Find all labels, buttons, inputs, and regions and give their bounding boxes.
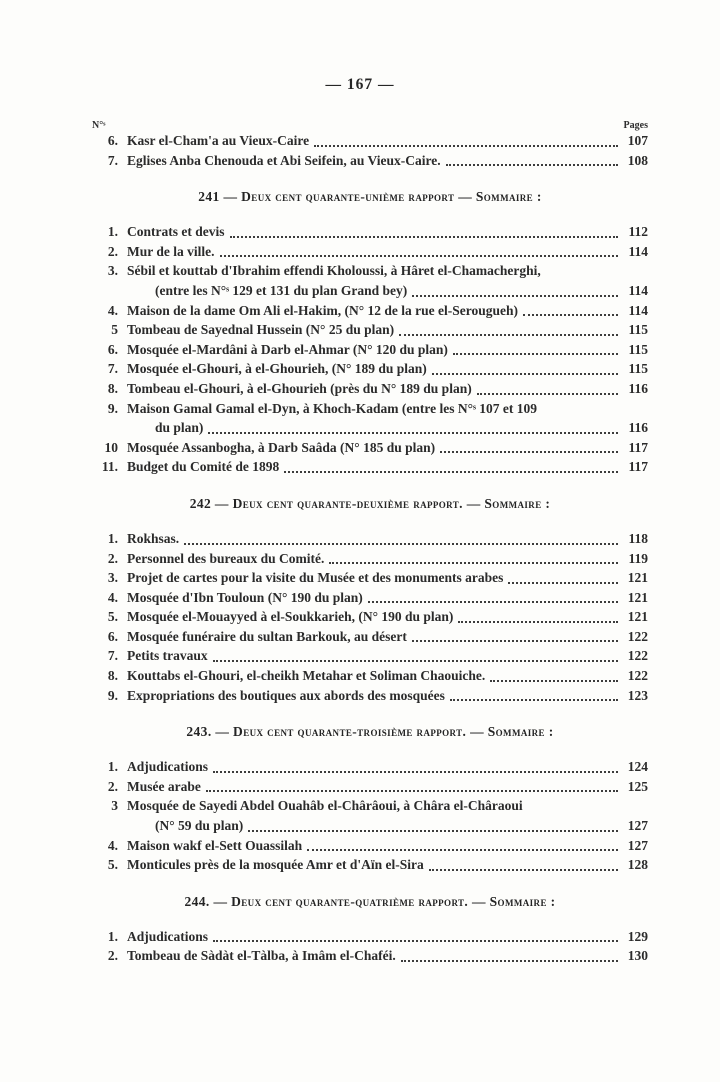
entry-body [127, 359, 648, 379]
entry-body [127, 777, 648, 797]
toc-content [92, 120, 648, 966]
entry-body [127, 549, 648, 569]
entry-text-line2: (entre les N°ˢ 129 et 131 du plan Grand bey) [155, 282, 408, 298]
entry-line [127, 666, 648, 686]
entry-body [127, 855, 648, 875]
entry-line [127, 588, 648, 608]
entry-number: 10 [104, 439, 118, 455]
entry-body [127, 757, 648, 777]
leader-dots [208, 646, 622, 666]
entry-text: Tombeau de Sàdàt el-Tàlba, à Imâm el-Chaféi. [127, 948, 396, 964]
toc-entry [92, 946, 648, 966]
entry-page: 121 [627, 609, 648, 625]
entry-number: 7. [107, 361, 118, 377]
entry-line [127, 242, 648, 262]
entry-number: 2. [107, 550, 118, 566]
entry-text: Mosquée el-Ghouri, à el-Ghourieh, (N° 189 du plan) [127, 361, 427, 377]
entry-line [127, 222, 648, 242]
toc-entry [92, 151, 648, 171]
entry-number: 5 [111, 322, 118, 338]
toc-entry [92, 379, 648, 399]
entry-line [127, 946, 648, 966]
entry-page: 117 [628, 439, 648, 455]
entry-body [127, 568, 648, 588]
entry-text: Adjudications [127, 928, 209, 944]
entry-number: 8. [107, 668, 118, 684]
toc-entry [92, 399, 648, 438]
entry-text: Petits travaux [127, 648, 208, 664]
toc-entry [92, 359, 648, 379]
toc-entry [92, 320, 648, 340]
entry-text: Projet de cartes pour la visite du Musée et des monuments arabes [127, 570, 504, 586]
entry-text: Mosquée el-Mouayyed à el-Soukkarieh, (N° 190 du plan) [127, 609, 454, 625]
entry-number: 3 [111, 798, 118, 814]
entry-line [127, 399, 648, 419]
entry-body [127, 927, 648, 947]
entry-page: 118 [628, 530, 648, 546]
entry-text: Sébil et kouttab d'Ibrahim effendi Kholoussi, à Hâret el-Chamacherghi, [127, 263, 541, 279]
toc-entry [92, 222, 648, 242]
section-heading: 243. — Deux cent quarante-troisième rapport. — Sommaire : [186, 724, 554, 740]
entry-text: Contrats et devis [127, 224, 225, 240]
entry-page: 121 [627, 589, 648, 605]
toc-entry [92, 607, 648, 627]
entry-text: Expropriations des boutiques aux abords des mosquées [127, 687, 445, 703]
toc-entry [92, 242, 648, 262]
entry-text: Kouttabs el-Ghouri, el-cheikh Metahar et Soliman Chaouiche. [127, 668, 486, 684]
leader-dots [396, 946, 622, 966]
toc-entry [92, 927, 648, 947]
entry-body [127, 438, 648, 458]
entry-text: Tombeau de Sayednal Hussein (N° 25 du plan) [127, 322, 395, 338]
leader-dots [485, 666, 622, 686]
entry-page: 116 [628, 380, 648, 396]
entry-body [127, 588, 648, 608]
leader-dots [435, 438, 622, 458]
toc-entry [92, 340, 648, 360]
entry-number: 2. [107, 778, 118, 794]
leader-dots [407, 627, 622, 647]
page-number: — 167 — [325, 76, 395, 93]
leader-dots [503, 568, 622, 588]
entry-number: 2. [107, 948, 118, 964]
entry-text: Mosquée el-Mardâni à Darb el-Ahmar (N° 120 du plan) [127, 341, 448, 357]
entry-number: 9. [107, 687, 118, 703]
entry-number: 1. [107, 224, 118, 240]
toc-section [92, 496, 648, 705]
entry-text: Mosquée de Sayedi Abdel Ouahâb el-Chârâoui, à Châra el-Châraoui [127, 798, 523, 814]
entry-number: 6. [107, 628, 118, 644]
leader-dots [407, 281, 622, 301]
entry-line [127, 836, 648, 856]
leader-dots [243, 816, 622, 836]
entry-page: 114 [628, 282, 648, 298]
entry-page: 115 [628, 322, 648, 338]
entry-text: Mosquée d'Ibn Touloun (N° 190 du plan) [127, 589, 363, 605]
entry-number: 4. [107, 302, 118, 318]
leader-dots [363, 588, 622, 608]
entry-text: Mosquée funéraire du sultan Barkouk, au désert [127, 628, 407, 644]
entry-line [127, 359, 648, 379]
entry-line [127, 457, 648, 477]
entry-line [127, 627, 648, 647]
entry-number: 4. [107, 837, 118, 853]
toc-entry [92, 301, 648, 321]
leader-dots [208, 757, 622, 777]
entry-body [127, 242, 648, 262]
entry-line [127, 320, 648, 340]
toc-entry [92, 568, 648, 588]
entry-body [127, 457, 648, 477]
entry-page: 129 [627, 928, 648, 944]
entry-body [127, 646, 648, 666]
entry-page: 116 [628, 420, 648, 436]
entry-body [127, 151, 648, 171]
leader-dots [302, 836, 622, 856]
toc-entry [92, 777, 648, 797]
entry-line-2 [127, 816, 648, 836]
toc-entry [92, 686, 648, 706]
entry-body [127, 340, 648, 360]
entry-body [127, 261, 648, 300]
entry-text: Musée arabe [127, 778, 201, 794]
toc-entry [92, 855, 648, 875]
toc-entry [92, 438, 648, 458]
entry-page: 112 [628, 224, 648, 240]
entry-body [127, 686, 648, 706]
entry-page: 119 [628, 550, 648, 566]
entry-line [127, 855, 648, 875]
entry-number: 2. [107, 243, 118, 259]
entry-body [127, 666, 648, 686]
entry-text: Maison Gamal Gamal el-Dyn, à Khoch-Kadam (entre les N°ˢ 107 et 109 [127, 400, 538, 416]
leader-dots [225, 222, 623, 242]
entry-page: 115 [628, 341, 648, 357]
toc-entry [92, 646, 648, 666]
entry-number: 1. [107, 530, 118, 546]
entry-text: Maison de la dame Om Ali el-Hakim, (N° 12 de la rue el-Serougueh) [127, 302, 519, 318]
entry-page: 130 [627, 948, 648, 964]
entry-body [127, 131, 648, 151]
entry-body [127, 222, 648, 242]
entry-line [127, 646, 648, 666]
entry-body [127, 607, 648, 627]
toc-sections [92, 131, 648, 966]
leader-dots [445, 686, 622, 706]
entry-page: 108 [627, 152, 648, 168]
entry-text: Rokhsas. [127, 530, 180, 546]
leader-dots [424, 855, 622, 875]
toc-entry [92, 627, 648, 647]
section-heading: 244. — Deux cent quarante-quatrième rapport. — Sommaire : [184, 893, 556, 909]
entry-page: 125 [627, 778, 648, 794]
entry-page: 107 [627, 133, 648, 148]
leader-dots [309, 131, 622, 151]
toc-section [92, 189, 648, 477]
entry-number: 5. [107, 609, 118, 625]
entry-number: 3. [107, 263, 118, 279]
entry-text: Maison wakf el-Sett Ouassilah [127, 837, 303, 853]
entry-line [127, 301, 648, 321]
entry-page: 115 [628, 361, 648, 377]
entry-line [127, 151, 648, 171]
entry-body [127, 379, 648, 399]
toc-entry [92, 457, 648, 477]
leader-dots [472, 379, 622, 399]
toc-entry [92, 666, 648, 686]
leader-dots [441, 151, 622, 171]
entry-body [127, 836, 648, 856]
entry-page: 127 [627, 818, 648, 834]
leader-dots [324, 549, 622, 569]
entry-number: 5. [107, 857, 118, 873]
entry-line-2 [127, 418, 648, 438]
entry-number: 3. [107, 570, 118, 586]
entry-body [127, 627, 648, 647]
leader-dots [203, 418, 622, 438]
leader-dots [179, 529, 622, 549]
numbers-column-header: N°ˢ [92, 120, 106, 131]
entry-text: Tombeau el-Ghouri, à el-Ghourieh (près du N° 189 du plan) [127, 380, 472, 396]
entry-page: 117 [628, 459, 648, 475]
entry-body [127, 946, 648, 966]
pages-column-header: Pages [623, 120, 648, 131]
entry-number: 7. [107, 152, 118, 168]
entry-line [127, 607, 648, 627]
entry-line [127, 131, 648, 151]
entry-text: Kasr el-Cham'a au Vieux-Caire [127, 133, 310, 148]
entry-number: 9. [107, 400, 118, 416]
entry-page: 114 [628, 243, 648, 259]
entry-body [127, 301, 648, 321]
entry-line [127, 340, 648, 360]
entry-line [127, 549, 648, 569]
leader-dots [215, 242, 623, 262]
entry-text: Mur de la ville. [127, 243, 215, 259]
entry-text: Eglises Anba Chenouda et Abi Seifein, au Vieux-Caire. [127, 152, 441, 168]
entry-page: 127 [627, 837, 648, 853]
entry-text-line2: du plan) [155, 420, 204, 436]
toc-section [92, 894, 648, 966]
entry-text: Adjudications [127, 759, 209, 775]
leader-dots [208, 927, 622, 947]
toc-section [92, 724, 648, 875]
toc-entry [92, 796, 648, 835]
columns-header [92, 120, 648, 131]
entry-page: 122 [627, 668, 648, 684]
toc-entry [92, 529, 648, 549]
entry-text: Budget du Comité de 1898 [127, 459, 280, 475]
entry-page: 114 [628, 302, 648, 318]
entry-line [127, 927, 648, 947]
entry-line-2 [127, 281, 648, 301]
entry-line [127, 438, 648, 458]
leader-dots [394, 320, 622, 340]
toc-entry [92, 549, 648, 569]
entry-line [127, 529, 648, 549]
leader-dots [201, 777, 622, 797]
toc-entry [92, 261, 648, 300]
entry-line [127, 568, 648, 588]
entry-number: 8. [107, 380, 118, 396]
entry-line [127, 757, 648, 777]
leader-dots [427, 359, 622, 379]
entry-text: Personnel des bureaux du Comité. [127, 550, 325, 566]
entry-line [127, 777, 648, 797]
entry-page: 122 [627, 648, 648, 664]
entry-line [127, 261, 648, 281]
entry-line [127, 686, 648, 706]
entry-body [127, 796, 648, 835]
entry-number: 1. [107, 759, 118, 775]
entry-number: 1. [107, 928, 118, 944]
toc-entry [92, 588, 648, 608]
entry-line [127, 379, 648, 399]
entry-page: 122 [627, 628, 648, 644]
entry-text-line2: (N° 59 du plan) [155, 818, 244, 834]
section-heading: 241 — Deux cent quarante-unième rapport — Sommaire : [198, 189, 542, 205]
leader-dots [448, 340, 622, 360]
toc-section [92, 131, 648, 170]
entry-page: 124 [627, 759, 648, 775]
entry-text: Monticules près de la mosquée Amr et d'Aïn el-Sira [127, 857, 424, 873]
toc-entry [92, 131, 648, 151]
section-heading: 242 — Deux cent quarante-deuxième rapport. — Sommaire : [189, 495, 551, 511]
entry-line [127, 796, 648, 816]
entry-page: 128 [627, 857, 648, 873]
entry-body [127, 529, 648, 549]
entry-page: 121 [627, 570, 648, 586]
entry-text: Mosquée Assanbogha, à Darb Saâda (N° 185 du plan) [127, 439, 436, 455]
toc-entry [92, 836, 648, 856]
leader-dots [279, 457, 622, 477]
toc-entry [92, 757, 648, 777]
entry-number: 4. [107, 589, 118, 605]
entry-body [127, 399, 648, 438]
entry-body [127, 320, 648, 340]
entry-number: 11. [101, 459, 118, 475]
entry-page: 123 [627, 687, 648, 703]
leader-dots [453, 607, 622, 627]
entry-number: 6. [107, 341, 118, 357]
entry-number: 6. [107, 133, 118, 148]
leader-dots [518, 301, 622, 321]
entry-number: 7. [107, 648, 118, 664]
